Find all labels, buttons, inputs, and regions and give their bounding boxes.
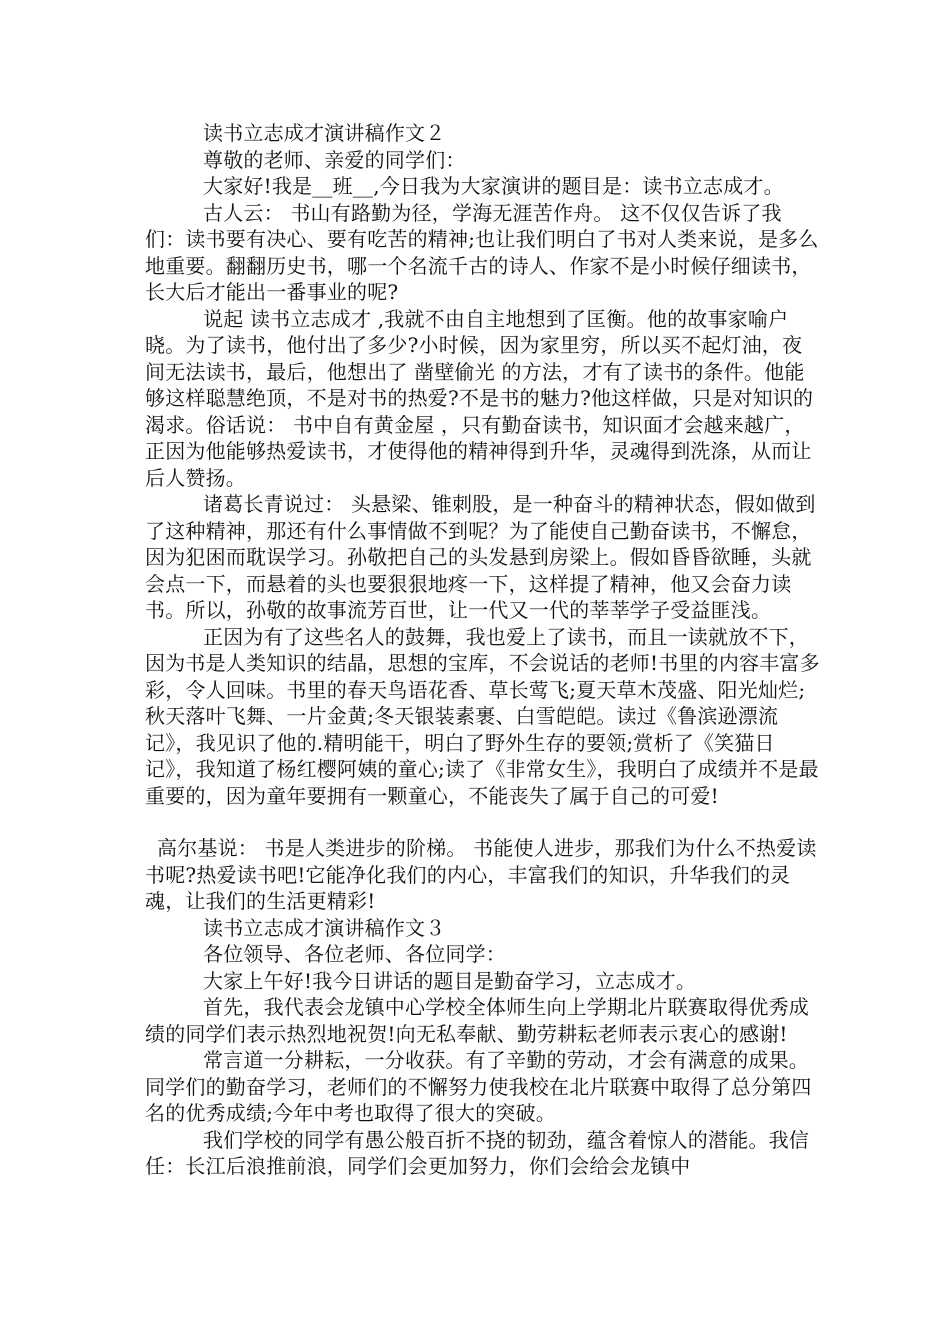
paragraph: 尊敬的老师、亲爱的同学们： <box>203 147 466 172</box>
paragraph: 大家好!我是__班__,今日我为大家演讲的题目是：读书立志成才。 <box>203 174 784 198</box>
paragraph: 读书立志成才演讲稿作文２ <box>203 121 446 145</box>
paragraph: 诸葛长青说过： 头悬梁、锥刺股，是一种奋斗的精神状态，假如做到了这种精神，那还有什么事情做不到呢？为了能使自己勤奋读书，不懈怠，因为犯困而耽误学习。孙敬把自己的头发悬到房梁上。假如昏昏欲睡，头就会点一下，而悬着的头也要狠狠地疼一下，这样提了精神，他又会奋力读书。所以，孙敬的故事流芳百世，让一代又一代的莘莘学子受益匪浅。 <box>145 492 816 622</box>
paragraph: 古人云： 书山有路勤为径，学海无涯苦作舟。 这不仅仅告诉了我们：读书要有决心、要有吃苦的精神;也让我们明白了书对人类来说，是多么地重要。翻翻历史书，哪一个名流千古的诗人、作家不是小时候仔细读书，长大后才能出一番事业的呢? <box>145 200 819 304</box>
paragraph: 高尔基说： 书是人类进步的阶梯。 书能使人进步，那我们为什么不热爱读书呢?热爱读书吧!它能净化我们的内心，丰富我们的知识，升华我们的灵魂，让我们的生活更精彩! <box>145 836 817 913</box>
paragraph: 常言道一分耕耘，一分收获。有了辛勤的劳动，才会有满意的成果。同学们的勤奋学习，老师们的不懈努力使我校在北片联赛中取得了总分第四名的优秀成绩;今年中考也取得了很大的突破。 <box>145 1048 812 1125</box>
paragraph: 读书立志成才演讲稿作文３ <box>203 915 446 940</box>
paragraph: 说起 读书立志成才 ,我就不由自主地想到了匡衡。他的故事家喻户晓。为了读书，他付出了多少?小时候，因为家里穷，所以买不起灯油，夜间无法读书，最后，他想出了 凿壁偷光 的方法，才有了读书的条件。他能够这样聪慧绝顶，不是对书的热爱?不是书的魅力?他这样做，只是对知识的渴求。俗话说： 书中自有黄金屋 ，只有勤奋读书，知识面才会越来越广，正因为他能够热爱读书，才使得他的精神得到升华，灵魂得到洗涤，从而让后人赞扬。 <box>145 306 814 490</box>
document-body <box>145 120 821 1180</box>
paragraph: 正因为有了这些名人的鼓舞，我也爱上了读书，而且一读就放不下，因为书是人类知识的结晶，思想的宝库，不会说话的老师!书里的内容丰富多彩，令人回味。书里的春天鸟语花香、草长莺飞;夏天草木茂盛、阳光灿烂;秋天落叶飞舞、一片金黄;冬天银装素裹、白雪皑皑。读过《鲁滨逊漂流记》，我见识了他的.精明能干，明白了野外生存的要领;赏析了《笑猫日记》，我知道了杨红樱阿姨的童心;读了《非常女生》，我明白了成绩并不是最重要的，因为童年要拥有一颗童心，不能丧失了属于自己的可爱! <box>145 624 820 808</box>
paragraph: 首先，我代表会龙镇中心学校全体师生向上学期北片联赛取得优秀成绩的同学们表示热烈地祝贺!向无私奉献、勤劳耕耘老师表示衷心的感谢! <box>145 995 809 1046</box>
paragraph: 我们学校的同学有愚公般百折不挠的韧劲，蕴含着惊人的潜能。我信任：长江后浪推前浪，同学们会更加努力，你们会给会龙镇中 <box>145 1127 809 1178</box>
paragraph: 各位领导、各位老师、各位同学： <box>203 942 506 966</box>
blank-line <box>145 809 821 835</box>
paragraph: 大家上午好!我今日讲话的题目是勤奋学习，立志成才。 <box>203 968 697 993</box>
